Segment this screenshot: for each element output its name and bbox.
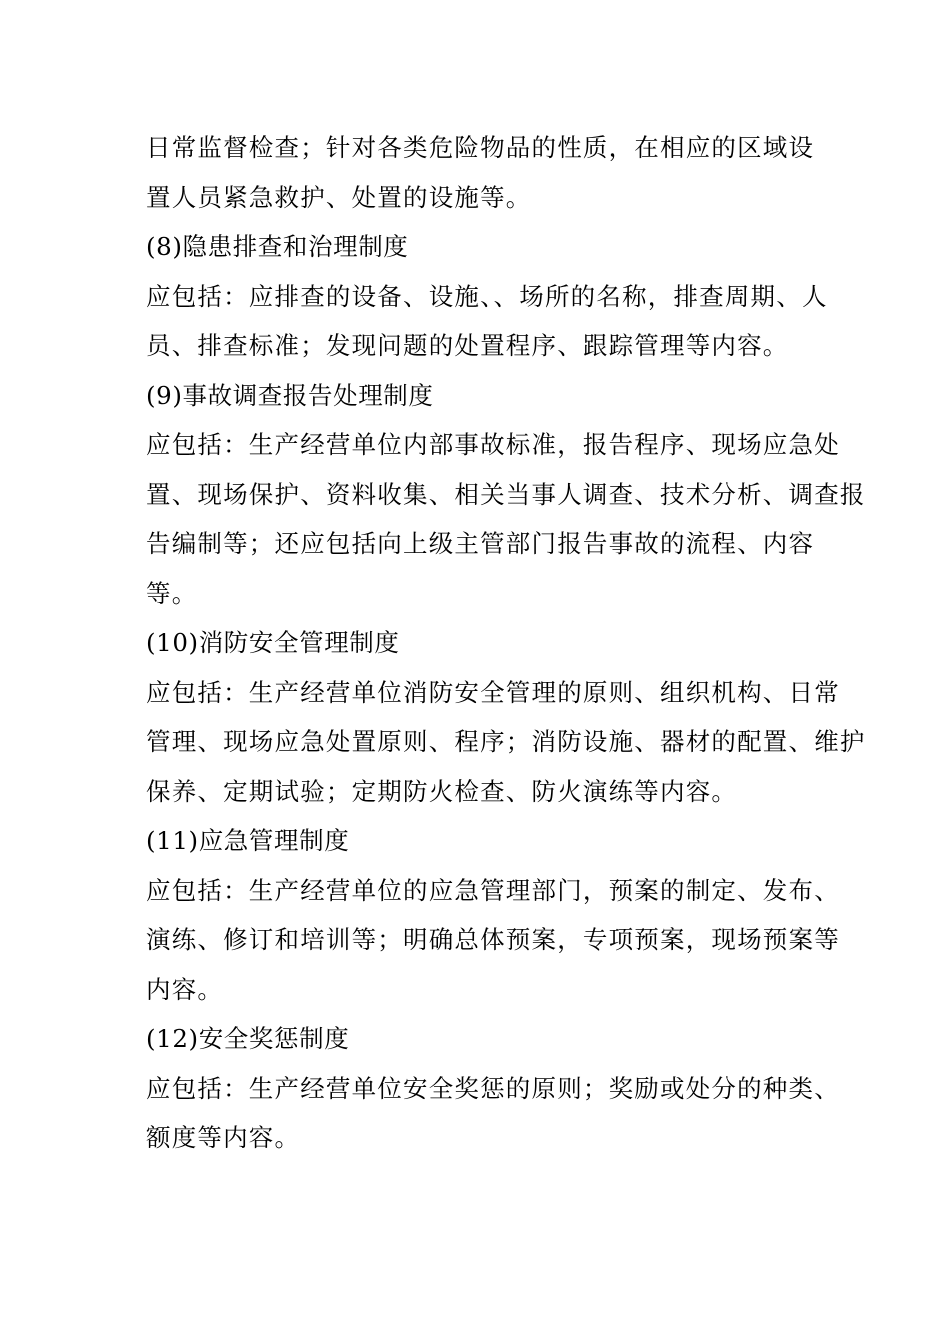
section-heading-12 [146,1014,814,1064]
text-line: 应包括：生产经营单位消防安全管理的原则、组织机构、日常 [146,677,840,707]
text-line: 日常监督检查；针对各类危险物品的性质，在相应的区域设 [146,133,815,162]
text-line: 员、排查标准；发现问题的处置程序、跟踪管理等内容。 [146,331,789,360]
text-line: 应包括：应排查的设备、设施、、场所的名称，排查周期、人 [146,281,828,311]
paragraph-hidden-danger [146,272,828,371]
text-line: 管理、现场应急处置原则、程序；消防设施、器材的配置、维护 [146,727,866,756]
text-line: 保养、定期试验；定期防火检查、防火演练等内容。 [146,776,738,806]
text-line: 置人员紧急救护、处置的设施等。 [146,182,532,212]
text-line: 应包括：生产经营单位的应急管理部门，预案的制定、发布、 [146,875,840,905]
section-heading-11 [146,816,814,866]
text-line: 置、现场保护、资料收集、相关当事人调查、技术分析、调查报 [146,479,866,509]
heading-text: (8)隐患排查和治理制度 [146,232,409,261]
paragraph-rewards-penalties [146,1064,840,1163]
paragraph-emergency-management [146,866,840,1015]
section-heading-10 [146,618,814,668]
text-line: 告编制等；还应包括向上级主管部门报告事故的流程、内容 [146,529,815,558]
document-page [146,123,866,1163]
text-line: 等。 [146,578,198,608]
text-line: 额度等内容。 [146,1123,301,1152]
paragraph-fire-safety [146,668,866,817]
paragraph-hazardous-goods-end [146,123,814,222]
text-line: 应包括：生产经营单位安全奖惩的原则；奖励或处分的种类、 [146,1073,840,1103]
text-line: 内容。 [146,974,224,1004]
text-line: 演练、修订和培训等；明确总体预案，专项预案，现场预案等 [146,925,840,954]
heading-text: (10)消防安全管理制度 [146,628,400,657]
section-heading-9 [146,371,814,421]
heading-text: (12)安全奖惩制度 [146,1024,350,1053]
heading-text: (11)应急管理制度 [146,826,350,855]
heading-text: (9)事故调查报告处理制度 [146,380,434,410]
text-line: 应包括：生产经营单位内部事故标准，报告程序、现场应急处 [146,430,840,459]
section-heading-8 [146,222,814,272]
paragraph-accident-investigation [146,420,866,618]
